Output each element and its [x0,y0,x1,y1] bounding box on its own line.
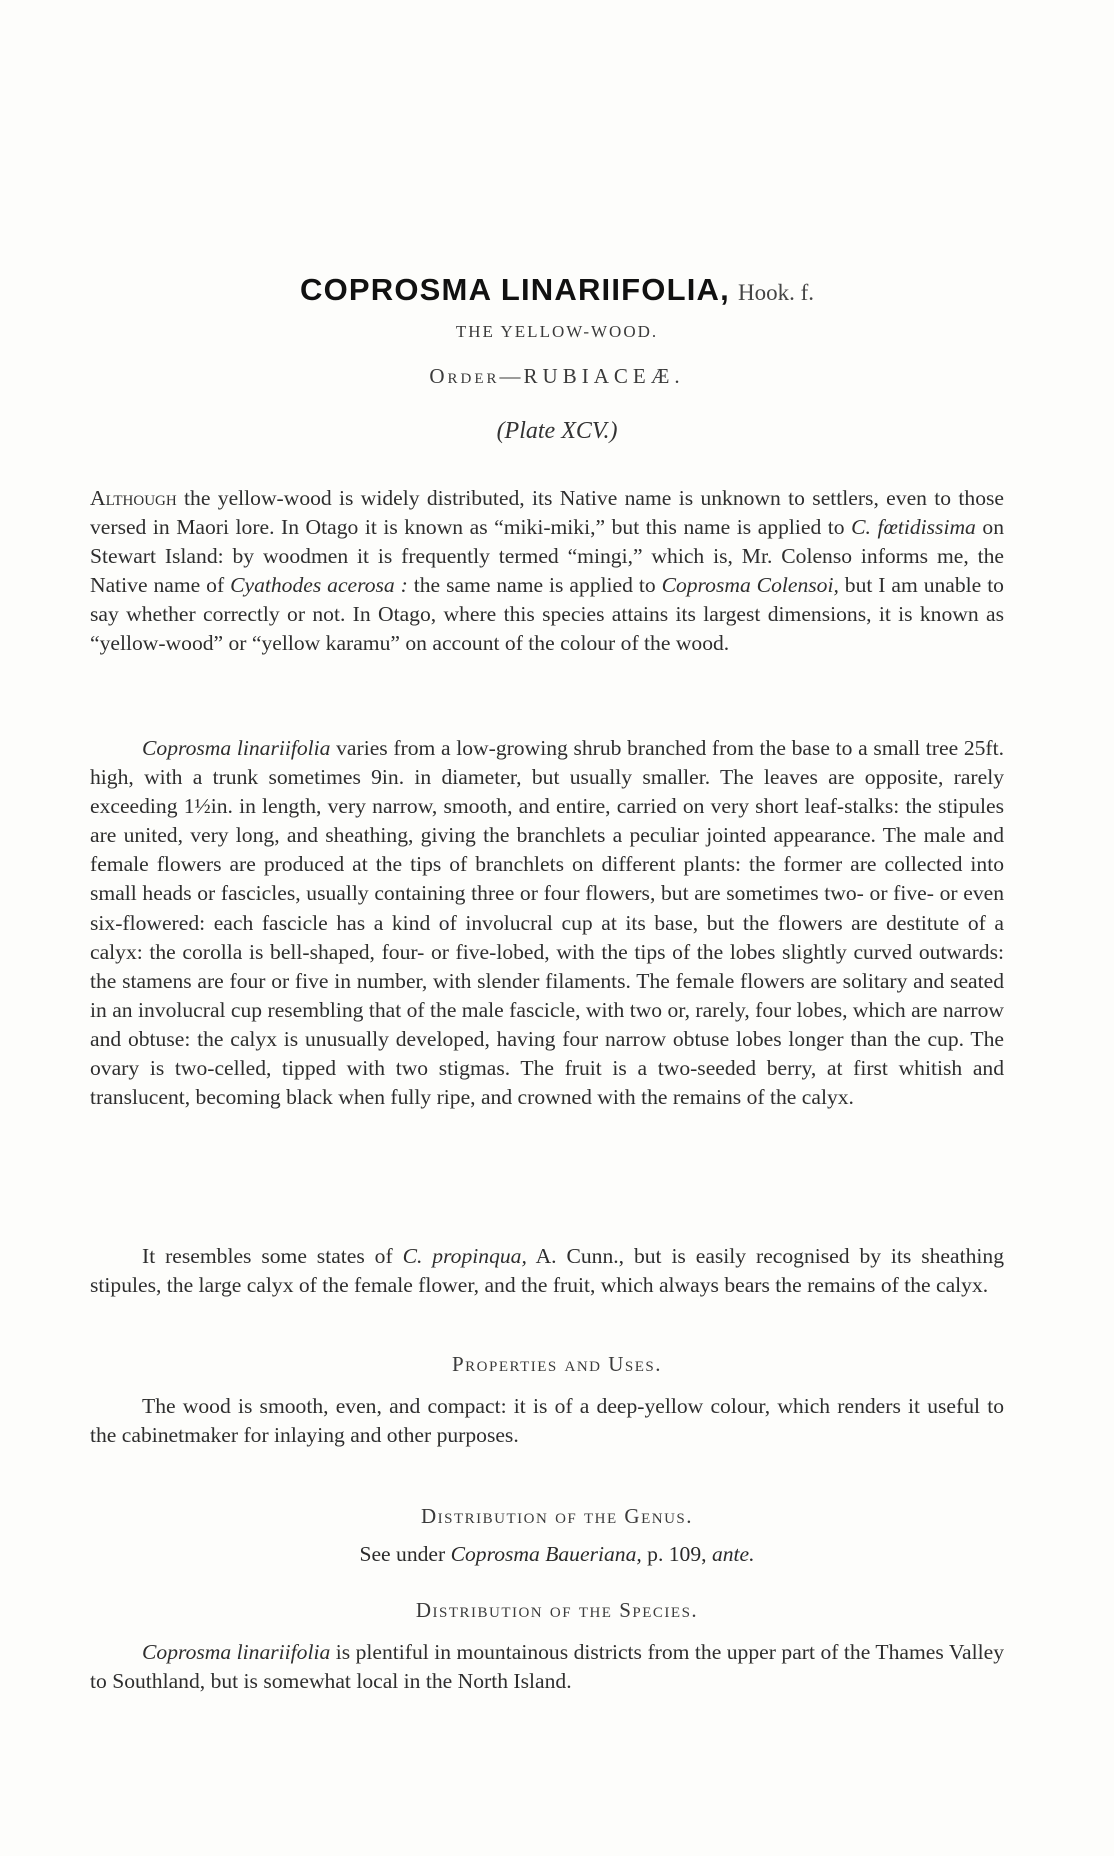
order-dash: — [499,364,524,388]
para1-text-3: the same name is applied to [407,573,662,598]
para1-italic-3: Coprosma Colensoi, [661,573,839,598]
heading-species: Distribution of the Species. [415,1598,699,1622]
lead-word: Although [90,486,177,510]
genus-ref-text-2: p. 109, [641,1542,712,1566]
para3-text-2: A. Cunn., but is easily recognised by its sheathing stipules, the large calyx of the female flower, and the fruit, which always bears the remains of the calyx. [90,1244,1004,1298]
paragraph-native-name [90,484,1004,659]
plate-reference: (Plate XCV.) [496,418,618,444]
genus-ref-text-1: See under [359,1542,451,1566]
para2-text-1: varies from a low-growing shrub branched from the base to a small tree 25ft. high, with a trunk sometimes 9in. in diameter, but usually smaller. The leaves are opposite, rarely exceeding 1½in. in length, very narrow, smooth, and entire, carried on very short leaf-stalks: the stipules are united, very long, and sheathing, giving the branchlets a peculiar jointed appearance. The male and female flowers are produced at the tips of branchlets on different plants: the former are collected into small heads or fascicles, usually containing three or four flowers, but are sometimes two- or five- or even six-flowered: each fascicle has a kind of involucral cup at its base, but the flowers are destitute of a calyx: the corolla is bell-shaped, four- or five-lobed, with the tips of the lobes slightly curved outwards: the stamens are four or five in number, with slender filaments. The female flowers are solitary and seated in an involucral cup resembling that of the male fascicle, with two or, rarely, four lobes, which are narrow and obtuse: the calyx is unusually developed, having four narrow obtuse lobes longer than the cup. The ovary is two-celled, tipped with two stigmas. The fruit is a two-seeded berry, at first whitish and translucent, becoming black when fully ripe, and crowned with the remains of the calyx. [90,736,1004,1110]
para1-italic-2: Cyathodes acerosa : [230,573,408,598]
species-name: COPROSMA LINARIIFOLIA, [300,272,730,307]
order-line [0,364,1114,389]
genus-ref-italic-1: Coprosma Baueriana, [450,1542,642,1566]
para1-italic-1: C. fœtidissima [851,515,976,540]
para1-text-2: on Stewart Island: by woodmen it is frequently termed “mingi,” which is, Mr. Colenso informs me, the Native name of [90,515,1004,598]
para1-text-1: the yellow-wood is widely distributed, its Native name is unknown to settlers, even to those versed in Maori lore. In Otago it is known as “miki-miki,” but this name is applied to [90,486,1004,540]
order-name: RUBIACEÆ. [523,364,685,388]
species-authority: Hook. f. [737,280,814,305]
page-title [0,272,1114,308]
paragraph-comparison [90,1242,1004,1300]
paragraph-description [90,734,1004,1112]
heading-properties: Properties and Uses. [451,1352,663,1376]
para3-text-1: It resembles some states of [142,1244,403,1268]
para1-text-4: but I am unable to say whether correctly or not. In Otago, where this species attains its largest dimensions, it is known as “yellow-wood” or “yellow karamu” on account of the colour of the wood. [90,573,1004,656]
common-name: THE YELLOW-WOOD. [455,322,659,341]
order-prefix: Order [429,364,500,388]
paragraph-properties [90,1392,1004,1450]
paragraph-species-distribution [90,1638,1004,1696]
genus-ref-italic-2: ante. [711,1542,755,1566]
para5-italic-1: Coprosma linariifolia [142,1640,331,1664]
para5-text-1: is plentiful in mountainous districts from the upper part of the Thames Valley to Southland, but is somewhat local in the North Island. [90,1640,1004,1694]
para2-italic-1: Coprosma linariifolia [142,736,331,760]
heading-genus: Distribution of the Genus. [421,1504,693,1528]
genus-reference [0,1542,1114,1567]
para4-text: The wood is smooth, even, and compact: it is of a deep-yellow colour, which renders it useful to the cabinetmaker for inlaying and other purposes. [90,1394,1004,1448]
para3-italic-1: C. propinqua, [402,1244,527,1268]
